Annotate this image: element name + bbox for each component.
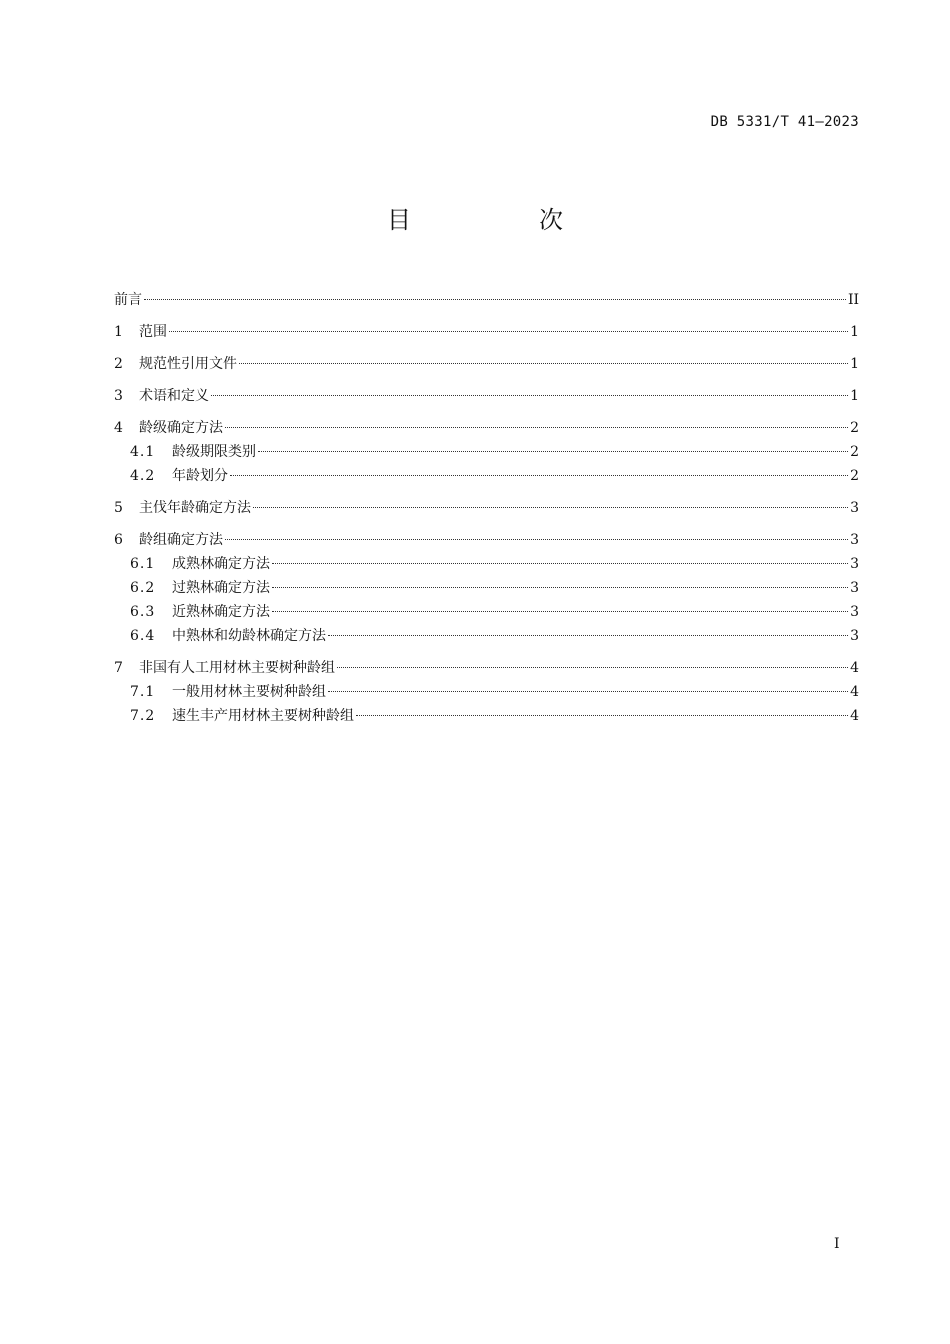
page-number: I bbox=[834, 1236, 840, 1252]
toc-entry-number: 3 bbox=[114, 388, 123, 404]
toc-entry-page: 3 bbox=[850, 556, 859, 572]
toc-entry-label: 一般用材林主要树种龄组 bbox=[172, 684, 326, 700]
toc-entry-label: 龄级期限类别 bbox=[172, 444, 256, 460]
toc-entry-page: 2 bbox=[850, 468, 859, 484]
toc-leader-dots bbox=[258, 451, 848, 452]
toc-entry-page: 4 bbox=[850, 708, 859, 724]
toc-entry-label: 前言 bbox=[114, 292, 142, 308]
toc-entry-label: 速生丰产用材林主要树种龄组 bbox=[172, 708, 354, 724]
table-of-contents bbox=[114, 288, 859, 728]
toc-entry-label: 中熟林和幼龄林确定方法 bbox=[172, 628, 326, 644]
toc-entry-number: 6 bbox=[114, 532, 123, 548]
toc-entry-page: 2 bbox=[850, 444, 859, 460]
toc-entry-page: 3 bbox=[850, 580, 859, 596]
toc-entry-page: 3 bbox=[850, 628, 859, 644]
toc-entry-label: 龄组确定方法 bbox=[139, 532, 223, 548]
page-title: 目 次 bbox=[387, 206, 615, 234]
toc-leader-dots bbox=[337, 667, 848, 668]
toc-leader-dots bbox=[211, 395, 848, 396]
toc-leader-dots bbox=[328, 691, 848, 692]
toc-entry-number: 1 bbox=[114, 324, 123, 340]
toc-leader-dots bbox=[253, 507, 848, 508]
toc-entry-foreword[interactable] bbox=[114, 288, 859, 312]
toc-entry-number: 5 bbox=[114, 500, 123, 516]
toc-entry-number: 7 bbox=[114, 660, 123, 676]
toc-entry-page: 2 bbox=[850, 420, 859, 436]
toc-leader-dots bbox=[272, 611, 848, 612]
toc-entry-4[interactable] bbox=[114, 416, 859, 440]
toc-entry-label: 非国有人工用材林主要树种龄组 bbox=[139, 660, 335, 676]
toc-entry-page: 1 bbox=[850, 388, 859, 404]
toc-entry-label: 主伐年龄确定方法 bbox=[139, 500, 251, 516]
toc-entry-label: 范围 bbox=[139, 324, 167, 340]
toc-entry-page: 3 bbox=[850, 604, 859, 620]
toc-entry-6[interactable] bbox=[114, 528, 859, 552]
toc-entry-6-4[interactable] bbox=[114, 624, 859, 648]
toc-entry-number: 4.2 bbox=[130, 468, 156, 484]
toc-entry-label: 成熟林确定方法 bbox=[172, 556, 270, 572]
toc-entry-number: 4 bbox=[114, 420, 123, 436]
toc-leader-dots bbox=[225, 539, 848, 540]
toc-entry-6-3[interactable] bbox=[114, 600, 859, 624]
toc-entry-number: 2 bbox=[114, 356, 123, 372]
toc-entry-page: 4 bbox=[850, 684, 859, 700]
toc-entry-7-2[interactable] bbox=[114, 704, 859, 728]
toc-entry-number: 7.1 bbox=[130, 684, 156, 700]
toc-entry-label: 规范性引用文件 bbox=[139, 356, 237, 372]
toc-leader-dots bbox=[239, 363, 848, 364]
toc-entry-number: 6.2 bbox=[130, 580, 156, 596]
toc-entry-6-1[interactable] bbox=[114, 552, 859, 576]
toc-entry-1[interactable] bbox=[114, 320, 859, 344]
toc-leader-dots bbox=[225, 427, 848, 428]
toc-entry-label: 过熟林确定方法 bbox=[172, 580, 270, 596]
toc-entry-page: 1 bbox=[850, 356, 859, 372]
toc-entry-page: 4 bbox=[850, 660, 859, 676]
toc-entry-page: 1 bbox=[850, 324, 859, 340]
toc-leader-dots bbox=[144, 299, 846, 300]
toc-entry-4-1[interactable] bbox=[114, 440, 859, 464]
toc-entry-number: 6.1 bbox=[130, 556, 156, 572]
document-id: DB 5331/T 41—2023 bbox=[710, 114, 859, 130]
toc-entry-5[interactable] bbox=[114, 496, 859, 520]
toc-entry-label: 龄级确定方法 bbox=[139, 420, 223, 436]
toc-entry-page: 3 bbox=[850, 500, 859, 516]
toc-entry-label: 近熟林确定方法 bbox=[172, 604, 270, 620]
toc-entry-4-2[interactable] bbox=[114, 464, 859, 488]
toc-entry-number: 6.4 bbox=[130, 628, 156, 644]
toc-entry-3[interactable] bbox=[114, 384, 859, 408]
toc-entry-label: 术语和定义 bbox=[139, 388, 209, 404]
toc-leader-dots bbox=[272, 587, 848, 588]
toc-leader-dots bbox=[356, 715, 848, 716]
toc-entry-label: 年龄划分 bbox=[172, 468, 228, 484]
toc-entry-6-2[interactable] bbox=[114, 576, 859, 600]
toc-entry-number: 6.3 bbox=[130, 604, 156, 620]
toc-entry-number: 7.2 bbox=[130, 708, 156, 724]
toc-leader-dots bbox=[328, 635, 848, 636]
toc-entry-number: 4.1 bbox=[130, 444, 156, 460]
toc-entry-2[interactable] bbox=[114, 352, 859, 376]
toc-leader-dots bbox=[230, 475, 848, 476]
toc-entry-7-1[interactable] bbox=[114, 680, 859, 704]
toc-entry-page: 3 bbox=[850, 532, 859, 548]
toc-entry-7[interactable] bbox=[114, 656, 859, 680]
toc-entry-page: II bbox=[847, 292, 859, 308]
toc-leader-dots bbox=[169, 331, 848, 332]
toc-leader-dots bbox=[272, 563, 848, 564]
